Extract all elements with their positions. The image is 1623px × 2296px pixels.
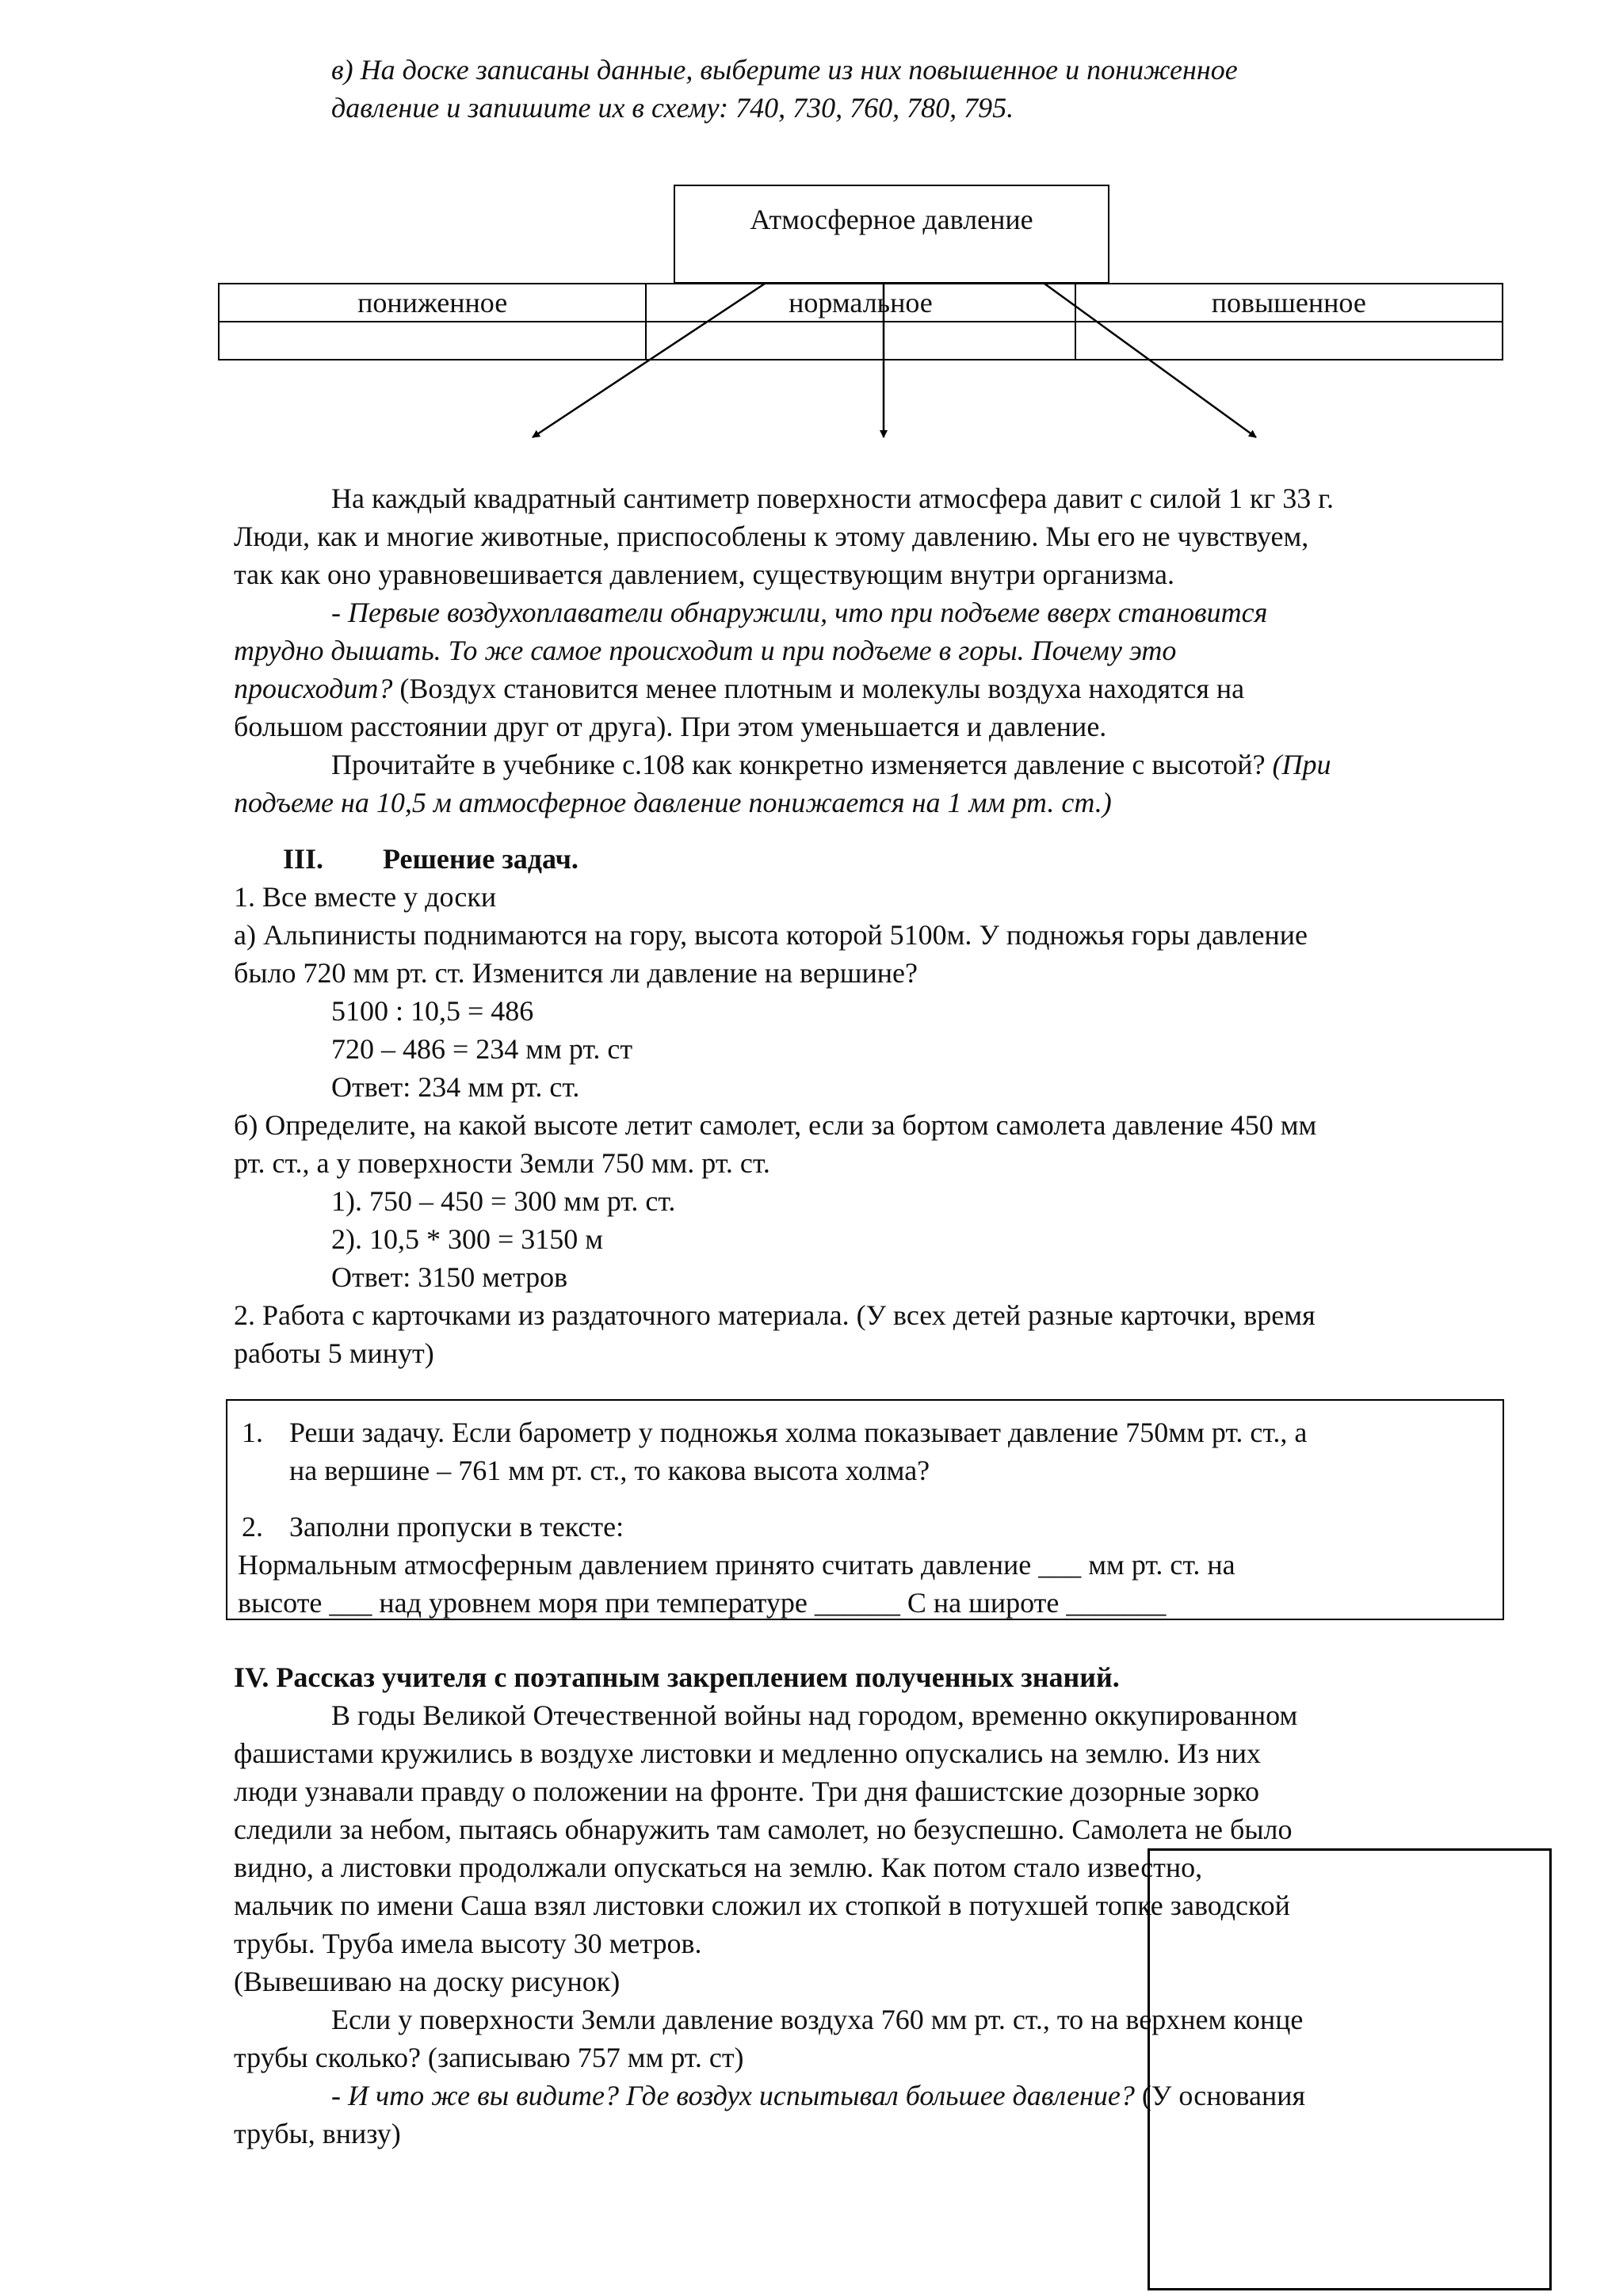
story-line-4: следили за небом, пытаясь обнаружить там самолет, но безуспешно. Самолета не было xyxy=(234,1814,1293,1845)
arrow-right xyxy=(1044,284,1256,437)
intro-line-2: давление и запишите их в схему: 740, 730, 760, 780, 795. xyxy=(331,92,1014,124)
card-item1-number: 1. xyxy=(242,1417,263,1448)
task-line-3: было 720 мм рт. ст. Изменится ли давление на вершине? xyxy=(234,957,918,989)
card-item1-line-1: Реши задачу. Если барометр у подножья холма показывает давление 750мм рт. ст., а xyxy=(289,1417,1308,1448)
task-line-13: работы 5 минут) xyxy=(234,1337,434,1369)
para3-text: Прочитайте в учебнике с.108 как конкретно изменяется давление с высотой? xyxy=(331,749,1273,780)
card-item2-number: 2. xyxy=(242,1511,263,1543)
task-line-9: 1). 750 – 450 = 300 мм рт. ст. xyxy=(331,1185,676,1217)
card-item2-line-2: Нормальным атмосферным давлением принято считать давление ___ мм рт. ст. на xyxy=(238,1549,1235,1581)
task-line-8: рт. ст., а у поверхности Земли 750 мм. рт. ст. xyxy=(234,1147,770,1179)
para2-line-4: большом расстоянии друг от друга). При этом уменьшается и давление. xyxy=(234,711,1107,742)
para2-line-2: трудно дышать. То же самое происходит и при подъеме в горы. Почему это xyxy=(234,635,1177,666)
task-line-1: 1. Все вместе у доски xyxy=(234,881,497,913)
col-normal: нормальное xyxy=(646,284,1075,322)
task-line-10: 2). 10,5 * 300 = 3150 м xyxy=(331,1223,604,1255)
story-line-9: Если у поверхности Земли давление воздуха 760 мм рт. ст., то на верхнем конце xyxy=(331,2004,1304,2035)
task-line-5: 720 – 486 = 234 мм рт. ст xyxy=(331,1033,633,1065)
task-line-2: а) Альпинисты поднимаются на гору, высота которой 5100м. У подножья горы давление xyxy=(234,919,1308,951)
task-line-7: б) Определите, на какой высоте летит самолет, если за бортом самолета давление 450 мм xyxy=(234,1109,1317,1141)
col-high: повышенное xyxy=(1075,284,1503,322)
section3-title: Решение задач. xyxy=(383,843,579,875)
col-low: пониженное xyxy=(219,284,646,322)
para2-line-1: - Первые воздухоплаватели обнаружили, что при подъеме вверх становится xyxy=(331,597,1268,628)
final-line-2: трубы, внизу) xyxy=(234,2118,401,2149)
para1-line-1: На каждый квадратный сантиметр поверхности атмосфера давит с силой 1 кг 33 г. xyxy=(331,482,1334,514)
story-line-10: трубы сколько? (записываю 757 мм рт. ст) xyxy=(234,2042,744,2073)
card-item2-line-1: Заполни пропуски в тексте: xyxy=(289,1511,624,1543)
story-line-5: видно, а листовки продолжали опускаться на землю. Как потом стало известно, xyxy=(234,1852,1203,1883)
card-item2-line-3: высоте ___ над уровнем моря при температуре ______ С на широте _______ xyxy=(238,1587,1167,1619)
para3-answer-start: (При xyxy=(1272,749,1331,780)
para3-line-1 xyxy=(331,746,1331,784)
story-line-6: мальчик по имени Саша взял листовки сложил их стопкой в потухшей топке заводской xyxy=(234,1890,1290,1921)
final-answer: (У основания xyxy=(1134,2080,1306,2111)
para2-answer: (Воздух становится менее плотным и молекулы воздуха находятся на xyxy=(392,673,1245,704)
story-line-7: трубы. Труба имела высоту 30 метров. xyxy=(234,1928,702,1959)
intro-line-1: в) На доске записаны данные, выберите из них повышенное и пониженное xyxy=(331,54,1238,86)
task-line-6: Ответ: 234 мм рт. ст. xyxy=(331,1071,580,1103)
diagram-title: Атмосферное давление xyxy=(750,204,1033,235)
para1-line-2: Люди, как и многие животные, приспособлены к этому давлению. Мы его не чувствуем, xyxy=(234,521,1309,552)
story-line-8: (Вывешиваю на доску рисунок) xyxy=(234,1966,621,1997)
section3-number: III. xyxy=(283,843,324,875)
picture-frame xyxy=(1148,1848,1552,2290)
card-item1-line-2: на вершине – 761 мм рт. ст., то какова высота холма? xyxy=(289,1455,930,1486)
story-line-1: В годы Великой Отечественной войны над городом, временно оккупированном xyxy=(331,1699,1298,1731)
para3-line-2: подъеме на 10,5 м атмосферное давление понижается на 1 мм рт. ст.) xyxy=(234,787,1112,818)
task-line-12: 2. Работа с карточками из раздаточного материала. (У всех детей разные карточки, время xyxy=(234,1299,1316,1331)
para2-line-3 xyxy=(234,669,1244,707)
story-line-3: люди узнавали правду о положении на фронте. Три дня фашистские дозорные зорко xyxy=(234,1775,1259,1807)
task-line-11: Ответ: 3150 метров xyxy=(331,1261,568,1293)
para2-question: происходит? xyxy=(234,673,393,704)
final-question: - И что же вы видите? Где воздух испытывал большее давление? xyxy=(331,2080,1135,2111)
arrow-left xyxy=(533,284,765,437)
section4-title: IV. Рассказ учителя с поэтапным закреплением полученных знаний. xyxy=(234,1661,1120,1693)
story-line-2: фашистами кружились в воздухе листовки и медленно опускались на землю. Из них xyxy=(234,1737,1261,1769)
task-line-4: 5100 : 10,5 = 486 xyxy=(331,995,534,1027)
para1-line-3: так как оно уравновешивается давлением, существующим внутри организма. xyxy=(234,559,1174,590)
